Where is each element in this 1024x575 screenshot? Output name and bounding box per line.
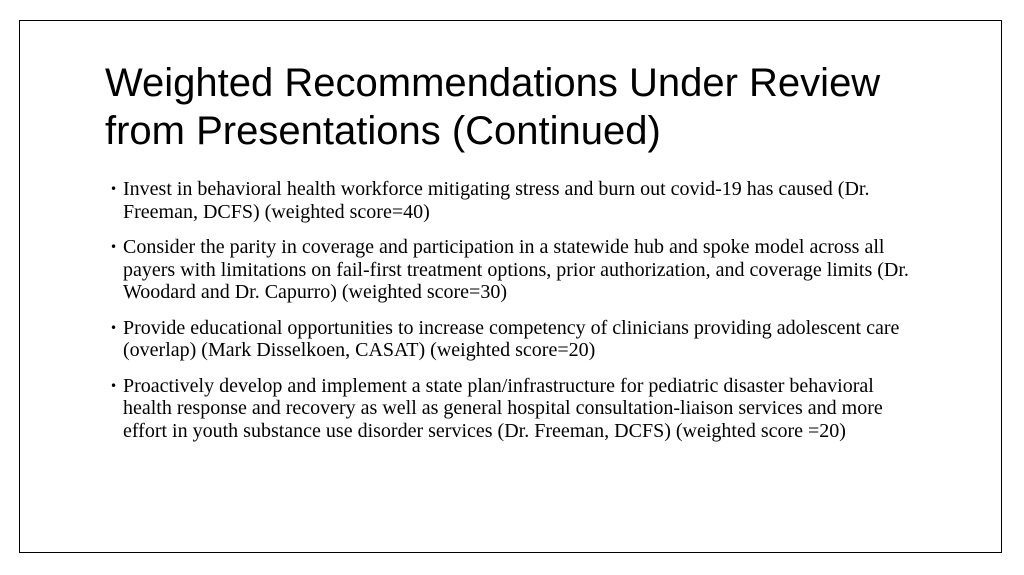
bullet-dot-icon: • — [110, 320, 118, 335]
bullet-text: Provide educational opportunities to increase competency of clinicians providing adolescent care (overlap) (Mark Disselkoen, CASAT) (weighted score=20) — [123, 316, 900, 361]
bullet-item — [110, 178, 910, 223]
bullet-dot-icon: • — [110, 240, 118, 254]
bullet-text: Invest in behavioral health workforce mitigating stress and burn out covid-19 has caused (Dr. Freeman, DCFS) (weighted score=40) — [123, 178, 870, 223]
bullet-text: Proactively develop and implement a state plan/infrastructure for pediatric disaster behavioral health response and recovery as well as general hospital consultation-liaison services and more effort in youth substance use disorder services (Dr. Freeman, DCFS) (weighted score =20) — [123, 374, 883, 442]
bullet-list — [110, 178, 910, 455]
slide-frame — [19, 20, 1002, 553]
bullet-item — [110, 317, 910, 362]
bullet-dot-icon: • — [110, 182, 118, 196]
bullet-dot-icon: • — [110, 378, 118, 393]
slide-title: Weighted Recommendations Under Review from Presentations (Continued) — [105, 61, 881, 153]
bullet-text: Consider the parity in coverage and participation in a statewide hub and spoke model across all payers with limitations on fail-first treatment options, prior authorization, and coverage limits (Dr. Woodard and Dr. Capurro) (weighted score=30) — [123, 236, 909, 303]
bullet-item — [110, 375, 910, 443]
bullet-item — [110, 236, 910, 304]
